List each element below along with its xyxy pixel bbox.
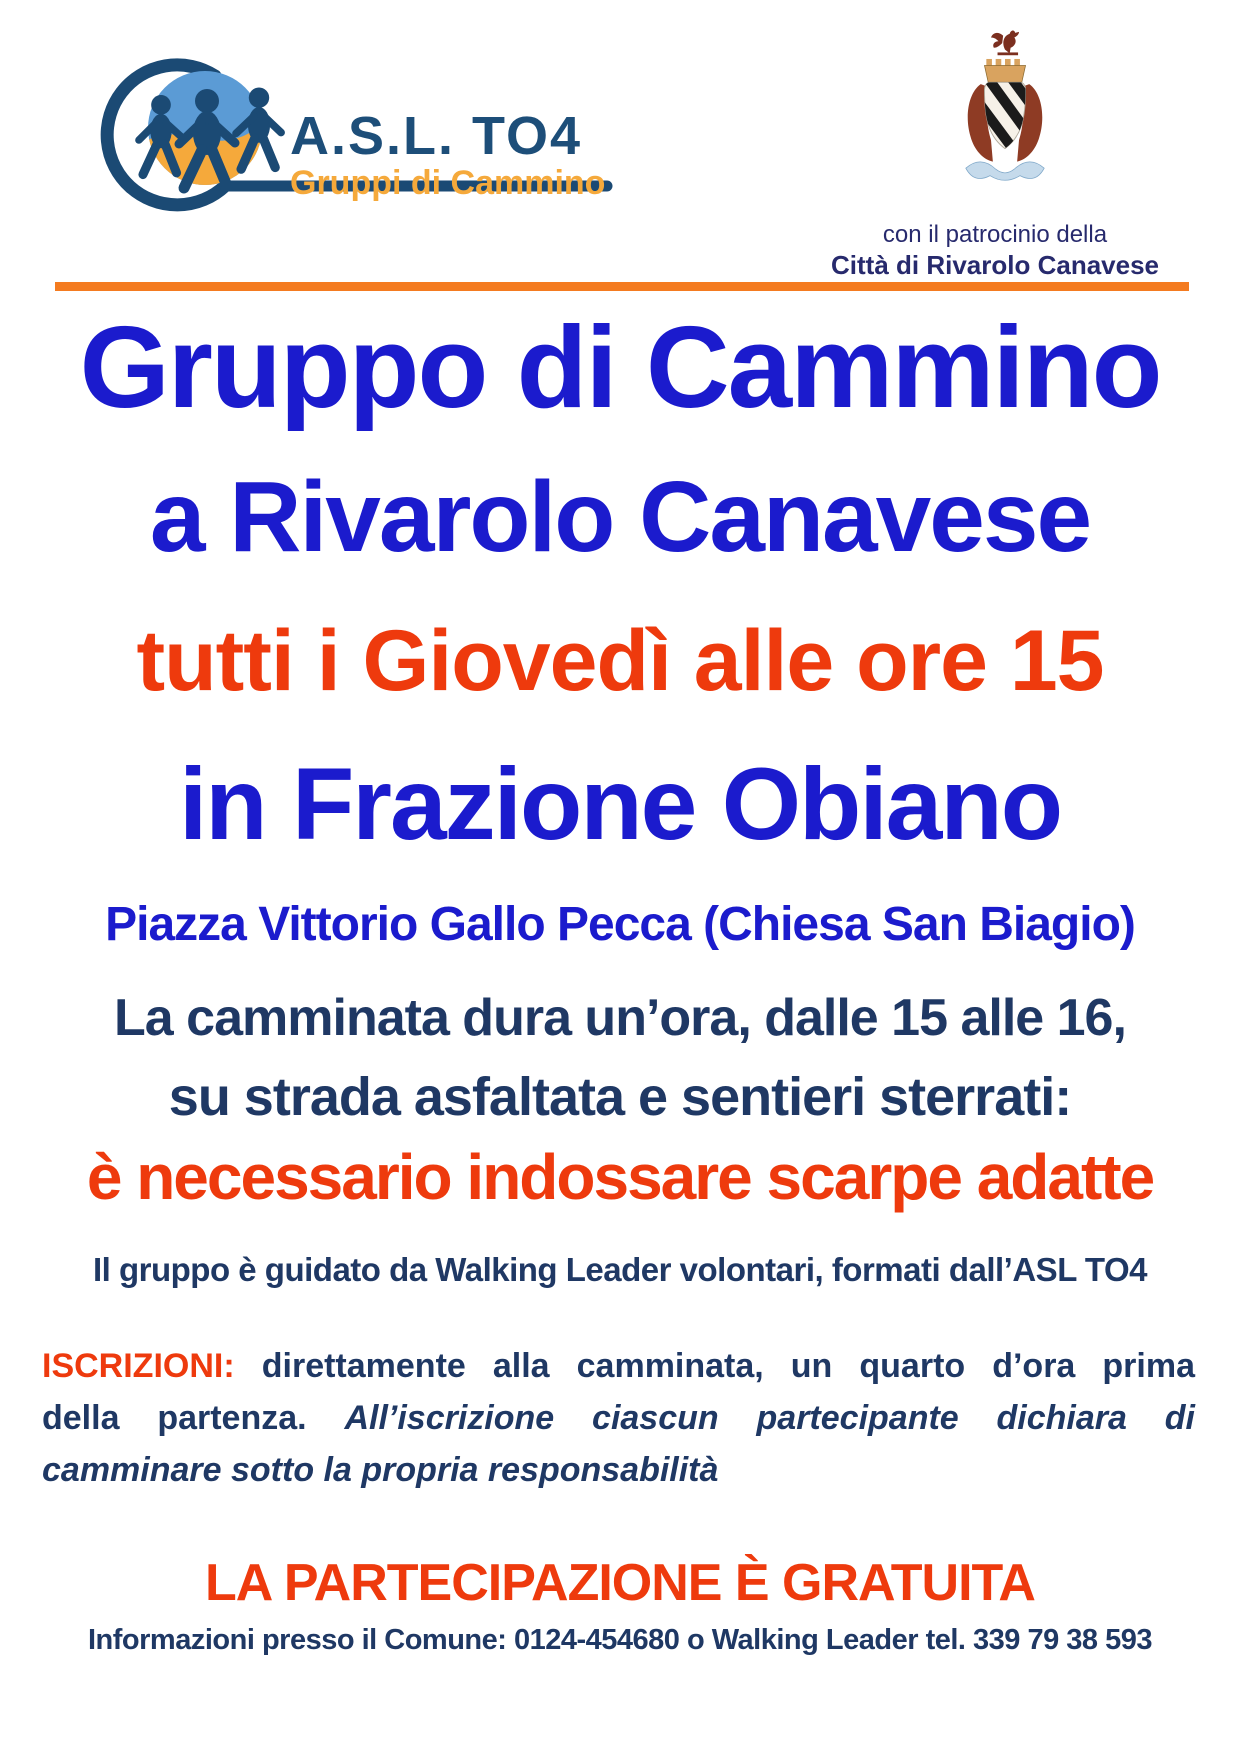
registration-line2-italic: All’iscrizione ciascun partecipante dichiara di	[344, 1399, 1195, 1437]
duration-line1: La camminata dura un’ora, dalle 15 alle 16,	[114, 989, 1126, 1047]
title-location-town: a Rivarolo Canavese	[149, 461, 1091, 573]
shoes-warning: è necessario indossare scarpe adatte	[86, 1141, 1154, 1213]
asl-to4-gruppi-di-cammino-logo	[55, 36, 625, 231]
free-participation-line: LA PARTECIPAZIONE È GRATUITA	[205, 1554, 1035, 1612]
meeting-point: Piazza Vittorio Gallo Pecca (Chiesa San Biagio)	[105, 898, 1135, 951]
ribbon-icon	[966, 162, 1044, 180]
patronage-city: Città di Rivarolo Canavese	[831, 250, 1159, 280]
rivarolo-coat-of-arms-icon	[949, 28, 1061, 215]
title-gruppo-di-cammino: Gruppo di Cammino	[79, 302, 1161, 432]
registration-line1	[42, 1340, 1195, 1392]
patronage-caption	[780, 220, 1210, 280]
duration-line2: su strada asfaltata e sentieri sterrati:	[168, 1067, 1072, 1127]
contact-info-line: Informazioni presso il Comune: 0124-454680 o Walking Leader tel. 339 79 38 593	[88, 1624, 1152, 1656]
logo-program-text: Gruppi di Cammino	[290, 164, 606, 202]
registration-line2	[42, 1392, 1195, 1444]
registration-line3: camminare sotto la propria responsabilità	[42, 1451, 719, 1489]
title-frazione: in Frazione Obiano	[178, 747, 1062, 861]
registration-line2-plain: della partenza.	[42, 1399, 307, 1437]
patronage-line1: con il patrocinio della	[882, 221, 1108, 248]
crown-icon	[984, 59, 1025, 82]
orange-divider-rule	[55, 282, 1189, 291]
registration-label: ISCRIZIONI:	[42, 1347, 235, 1385]
registration-paragraph	[42, 1340, 1195, 1496]
registration-line1-text: direttamente alla camminata, un quarto d’ora prima	[261, 1347, 1195, 1385]
rooster-icon	[991, 30, 1019, 55]
logo-org-text: A.S.L. TO4	[290, 106, 583, 166]
leaders-note: Il gruppo è guidato da Walking Leader volontari, formati dall’ASL TO4	[92, 1251, 1148, 1288]
title-schedule: tutti i Giovedì alle ore 15	[136, 613, 1104, 709]
